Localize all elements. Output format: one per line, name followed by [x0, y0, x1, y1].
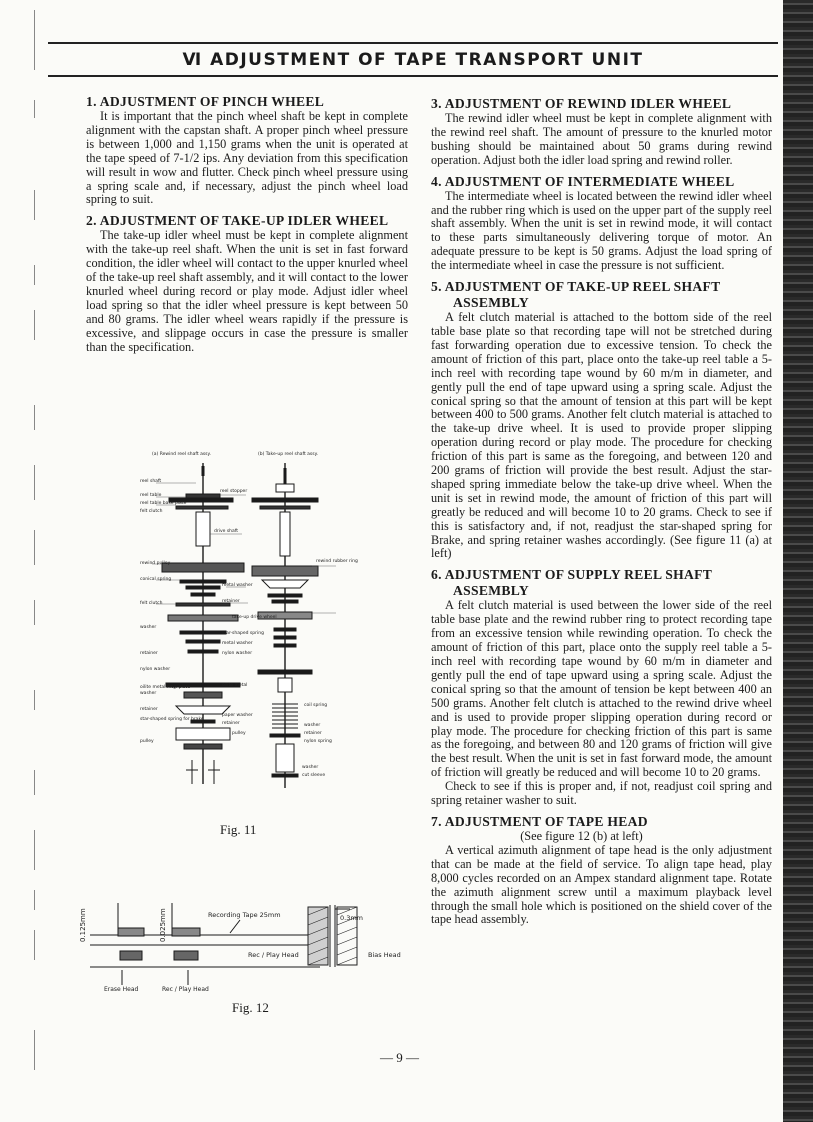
part-label: retainer	[222, 599, 240, 604]
section-heading: 3. ADJUSTMENT OF REWIND IDLER WHEEL	[431, 96, 732, 111]
rec-play-head-label: Rec / Play Head	[248, 951, 299, 959]
bias-head-label: Bias Head	[368, 951, 401, 959]
heading-line-1: 5. ADJUSTMENT OF TAKE-UP REEL SHAFT	[431, 279, 721, 295]
part-label: drive shaft	[214, 529, 239, 534]
section-body: The intermediate wheel is located between the rewind idler wheel and the rubber ring which is used on the upper part of the supply reel shaft assembly. When the unit is set in rewind mode, it will contact to these parts simultaneously delivering torque of motor. An adequate pressure to be kept is 50 grams. Adjust the load spring of the intermediate wheel in case the pressure is not sufficient.	[431, 188, 772, 273]
section-body: A felt clutch material is used between the lower side of the reel table base plate and the rewind rubber ring to protect recording tape from an excessive tension while rewinding operation. To check the amount of friction of this part, place onto the supply reel table a 5-inch reel with recording tape wound by 60 m/m in diameter and gently pull the end of tape upward using a spring scale. Adjust the conical spring so that the amount of tension be kept between 400 an 500 grams. Another felt clutch is attached to the rewind drive wheel and is used to provide proper slipping operation during record or play mode. The procedure for checking friction of this part is same as the foregoing, and between 80 and 120 grams of friction will give the best result. When the unit is set in fast forward mode, the amount of friction will greatly be reduced and will become 10 to 20 grams.	[431, 598, 772, 780]
binding-marks	[28, 10, 48, 1100]
heading-line-2: ASSEMBLY	[453, 583, 529, 599]
part-label: reel stopper	[220, 489, 248, 494]
part-label: coil spring	[304, 703, 328, 708]
section-4	[431, 174, 772, 273]
scan-edge-strip	[783, 0, 813, 1122]
part-label: reel shaft	[140, 479, 162, 484]
figure-11-caption: Fig. 11	[220, 822, 257, 837]
part-label: retainer	[140, 707, 158, 712]
section-heading: 4. ADJUSTMENT OF INTERMEDIATE WHEEL	[431, 173, 735, 189]
section-heading	[431, 279, 772, 311]
part-label: washer	[302, 765, 319, 770]
part-label: retainer	[304, 731, 322, 736]
dim-label-a: 0.125mm	[79, 908, 87, 942]
section-body: It is important that the pinch wheel shaft be kept in complete alignment with the capstan shaft. A proper pinch wheel pressure is between 1,000 and 1,150 grams when the unit is operated at the tape speed of 7-1/2 ips. Any deviation from this specification will result in wow and flutter. Check pinch wheel pressure using a spring scale and, if necessary, adjust the pinch wheel load spring to suit.	[86, 109, 408, 207]
dim-label-b: 0.025mm	[159, 908, 167, 942]
part-label: star-shaped spring for brake	[140, 717, 204, 722]
section-body: A felt clutch material is attached to the bottom side of the reel table base plate so that recording tape will not be stretched during fast forwarding operation due to excessive tension. To check the amount of friction of this part, place onto the take-up reel table a 5-inch reel with recording tape wound by 60 m/m in diameter, and gently pull the end of tape upward using a spring scale. Adjust the conical spring so that the amount of tension at this part will be kept between 400 to 500 grams. Another felt clutch material is attached to the take-up drive wheel. It is used to provide proper slipping operation during record or play mode. The procedure for checking friction of this part is same as the foregoing, and between 120 and 200 grams of friction will provide the best result. Adjust the star-shaped spring immediate below the take-up drive wheel. When the unit is set in rewind mode, the amount of friction of this part will greatly be reduced and will become 10 to 20 grams. Check to see if this is satisfactory and, if not, readjust the star-shaped spring for Brake, and spring retainer washes accordingly. (See figure 11 (a) at left)	[431, 310, 772, 561]
tape-label: Recording Tape 25mm	[208, 911, 281, 919]
part-label: rewind pulley	[140, 561, 171, 566]
part-label: reel table base plate	[140, 501, 187, 506]
part-label: conical spring	[140, 577, 172, 582]
left-column	[86, 94, 408, 361]
part-label: cut sleeve	[302, 773, 326, 778]
fig11-label-a: (a) Rewind reel shaft assy.	[152, 452, 211, 457]
right-column	[431, 96, 772, 933]
page-header	[48, 42, 778, 77]
part-label: retainer	[140, 651, 158, 656]
section-body: The rewind idler wheel must be kept in complete alignment with the rewind reel shaft. The amount of pressure to the knurled motor bushing should be maintained about 50 grams during rewind operation. Adjust both the idler load spring and rewind roller.	[431, 111, 772, 167]
part-label: washer	[304, 723, 321, 728]
section-2	[86, 213, 408, 354]
figure-12-diagram	[79, 895, 420, 995]
page-title: Ⅵ ADJUSTMENT OF TAPE TRANSPORT UNIT	[182, 50, 644, 70]
part-label: nylon washer	[140, 667, 171, 672]
part-label: felt clutch	[140, 601, 163, 606]
part-label: washer	[140, 625, 157, 630]
part-label: reel table	[140, 493, 162, 498]
section-1	[86, 94, 408, 207]
part-label: pulley	[232, 731, 246, 736]
fig11-label-b: (b) Take-up reel shaft assy.	[258, 452, 319, 457]
section-heading: 1. ADJUSTMENT OF PINCH WHEEL	[86, 94, 325, 109]
section-heading: 2. ADJUSTMENT OF TAKE-UP IDLER WHEEL	[86, 213, 389, 229]
figure-12-caption: Fig. 12	[232, 1000, 269, 1015]
part-label: nylon spring	[304, 739, 332, 744]
header-rule-bottom	[48, 75, 778, 77]
part-label: retainer	[222, 721, 240, 726]
part-label: oilite metal mtg. plate	[140, 685, 191, 690]
figure-11-diagram	[136, 448, 376, 800]
part-label: nylon washer	[222, 651, 253, 656]
part-label: pulley	[140, 739, 154, 744]
section-7	[431, 814, 772, 927]
heading-line-1: 6. ADJUSTMENT OF SUPPLY REEL SHAFT	[431, 567, 713, 583]
section-body: A vertical azimuth alignment of tape head is the only adjustment that can be made at the field of service. To align tape head, play 8,000 cycles recorded on an Ampex standard alignment tape. Rotate the azimuth alignment screw until a maximum playback level through the small hole which is positioned on the shield cover of the tape head assembly.	[431, 842, 772, 927]
section-body-2: Check to see if this is proper and, if not, readjust coil spring and spring retainer washer to suit.	[431, 779, 772, 808]
section-subnote: (See figure 12 (b) at left)	[520, 828, 643, 843]
rec-play-head-label-b: Rec / Play Head	[162, 986, 209, 993]
section-heading: 7. ADJUSTMENT OF TAPE HEAD	[431, 813, 648, 829]
part-label: paper washer	[222, 713, 253, 718]
section-6	[431, 567, 772, 808]
part-label: star-shaped spring	[222, 631, 264, 636]
gap-label: 0.3mm	[340, 914, 364, 922]
part-label: metal washer	[222, 583, 253, 588]
page-number: — 9 —	[380, 1050, 419, 1065]
erase-head-label: Erase Head	[104, 986, 139, 993]
section-heading	[431, 567, 772, 599]
section-3	[431, 96, 772, 168]
part-label: rewind rubber ring	[316, 559, 358, 564]
part-label: take-up drive wheel	[232, 615, 277, 620]
part-label: oilite metal	[222, 683, 248, 688]
part-label: felt clutch	[140, 509, 163, 514]
part-label: metal washer	[222, 641, 253, 646]
fig11-part-labels	[140, 478, 358, 778]
part-label: washer	[140, 691, 157, 696]
section-body: The take-up idler wheel must be kept in complete alignment with the take-up reel shaft. When the unit is set in fast forward condition, the idler wheel will contact to the upper knurled wheel of the take-up reel shaft assembly, and it will contact to the lower knurled wheel during record or play mode. Adjust idler wheel load spring so that the idler wheel pressure is kept between 50 and 80 grams. The idler wheel wears rapidly if the pressure is excessive, and slippage occurs in case the pressure is smaller than the specification.	[86, 228, 408, 354]
section-5	[431, 279, 772, 561]
heading-line-2: ASSEMBLY	[453, 295, 529, 311]
